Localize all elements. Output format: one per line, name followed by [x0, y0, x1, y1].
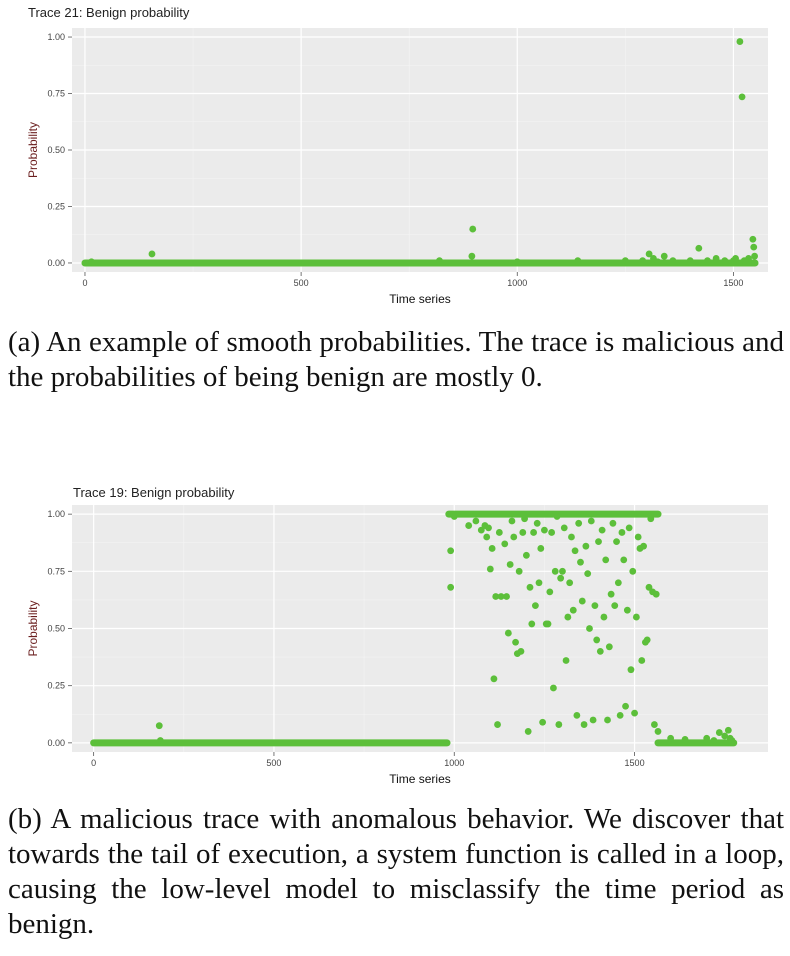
data-point — [516, 568, 523, 575]
data-point — [530, 529, 537, 536]
y-tick-label: 0.00 — [47, 737, 65, 748]
data-point — [528, 621, 535, 628]
data-point — [552, 568, 559, 575]
data-point — [472, 518, 479, 525]
data-point — [631, 710, 638, 717]
data-point — [487, 566, 494, 573]
data-point — [711, 737, 718, 744]
data-point — [619, 529, 626, 536]
data-point — [156, 722, 163, 729]
caption-a: (a) An example of smooth probabilities. The trace is malicious and the probabilities of being benign are mostly 0. — [8, 326, 784, 393]
data-point — [667, 735, 674, 742]
data-point — [604, 717, 611, 724]
y-tick-label: 0.75 — [47, 88, 65, 99]
data-point — [447, 584, 454, 591]
x-tick-label: 0 — [91, 758, 97, 768]
data-point — [602, 556, 609, 563]
data-point — [640, 543, 647, 550]
data-point — [485, 524, 492, 531]
data-point — [496, 529, 503, 536]
data-point — [647, 515, 654, 522]
data-point — [512, 639, 519, 646]
x-tick-label: 1000 — [507, 278, 528, 288]
y-tick-label: 1.00 — [47, 32, 65, 43]
data-point — [581, 721, 588, 728]
data-point — [687, 257, 694, 264]
data-point — [579, 598, 586, 605]
chart-b — [0, 472, 790, 792]
data-point — [745, 255, 752, 262]
x-axis-title: Time series — [389, 292, 451, 306]
data-point — [737, 38, 744, 45]
data-point — [661, 253, 668, 260]
data-point — [725, 727, 732, 734]
data-point — [149, 251, 156, 258]
chart-title: Trace 21: Benign probability — [28, 5, 190, 20]
data-point — [638, 657, 645, 664]
data-point — [573, 712, 580, 719]
x-tick-label: 1500 — [723, 278, 744, 288]
x-tick-label: 500 — [266, 758, 282, 768]
data-point — [617, 712, 624, 719]
data-point — [536, 579, 543, 586]
x-tick-label: 500 — [293, 278, 309, 288]
x-tick-label: 1000 — [444, 758, 465, 768]
data-point — [451, 513, 458, 520]
data-point — [651, 721, 658, 728]
data-point — [548, 529, 555, 536]
data-point — [574, 257, 581, 264]
data-point — [555, 721, 562, 728]
data-point — [489, 545, 496, 552]
data-point — [713, 255, 720, 262]
data-point — [564, 614, 571, 621]
data-point — [599, 527, 606, 534]
data-point — [626, 524, 633, 531]
data-point — [615, 579, 622, 586]
data-point — [608, 591, 615, 598]
data-point — [545, 621, 552, 628]
data-point — [561, 524, 568, 531]
x-tick-label: 1500 — [624, 758, 645, 768]
data-point — [749, 236, 756, 243]
y-axis-title: Probability — [26, 600, 40, 657]
data-point — [539, 719, 546, 726]
data-point — [88, 258, 95, 265]
data-point — [628, 666, 635, 673]
data-point — [559, 568, 566, 575]
data-point — [550, 685, 557, 692]
data-point — [582, 543, 589, 550]
data-point — [518, 648, 525, 655]
data-point — [751, 253, 758, 260]
data-point — [519, 529, 526, 536]
data-point — [601, 614, 608, 621]
y-tick-label: 0.00 — [47, 257, 65, 268]
data-point — [593, 637, 600, 644]
data-point — [532, 602, 539, 609]
y-tick-label: 0.25 — [47, 680, 65, 691]
chart-a — [0, 0, 790, 320]
chart-title: Trace 19: Benign probability — [73, 485, 235, 500]
data-point — [639, 257, 646, 264]
data-point — [682, 736, 689, 743]
data-point — [546, 589, 553, 596]
data-point — [507, 561, 514, 568]
data-point — [557, 575, 564, 582]
data-point — [622, 703, 629, 710]
data-point — [554, 513, 561, 520]
data-point — [534, 520, 541, 527]
data-point — [606, 643, 613, 650]
data-point — [655, 728, 662, 735]
y-axis-title: Probability — [26, 121, 40, 179]
data-point — [739, 94, 746, 101]
caption-b: (b) A malicious trace with anomalous behavior. We discover that towards the tail of execution, a system function is called in a loop, causing the low-level model to misclassify the time period as benign. — [8, 803, 784, 940]
data-point — [503, 593, 510, 600]
data-point — [644, 637, 651, 644]
data-point — [584, 570, 591, 577]
data-point — [568, 534, 575, 541]
data-point — [695, 245, 702, 252]
y-tick-label: 0.25 — [47, 201, 65, 212]
data-point — [732, 255, 739, 262]
data-point — [750, 244, 757, 251]
data-point — [566, 579, 573, 586]
data-point — [563, 657, 570, 664]
data-point — [633, 614, 640, 621]
data-point — [610, 520, 617, 527]
data-point — [537, 545, 544, 552]
data-point — [590, 717, 597, 724]
data-point — [586, 625, 593, 632]
data-point — [523, 552, 530, 559]
y-tick-label: 0.50 — [47, 623, 65, 634]
data-point — [635, 534, 642, 541]
data-point — [592, 602, 599, 609]
data-point — [494, 721, 501, 728]
data-point — [620, 556, 627, 563]
data-point — [669, 257, 676, 264]
data-point — [575, 520, 582, 527]
data-point — [447, 547, 454, 554]
data-point — [703, 735, 710, 742]
y-tick-label: 0.50 — [47, 145, 65, 155]
data-point — [729, 737, 736, 744]
data-point — [721, 257, 728, 264]
data-point — [654, 258, 661, 265]
data-point — [588, 518, 595, 525]
data-point — [525, 728, 532, 735]
data-point — [527, 584, 534, 591]
figure-b — [0, 472, 790, 956]
data-point — [572, 547, 579, 554]
data-point — [704, 257, 711, 264]
y-tick-label: 1.00 — [47, 509, 65, 520]
x-tick-label: 0 — [82, 278, 88, 288]
data-point — [469, 226, 476, 233]
data-point — [468, 253, 475, 260]
data-point — [653, 591, 660, 598]
data-point — [570, 607, 577, 614]
data-point — [521, 515, 528, 522]
data-point — [465, 522, 472, 529]
data-point — [514, 258, 521, 265]
data-point — [505, 630, 512, 637]
y-tick-label: 0.75 — [47, 566, 65, 577]
data-point — [597, 648, 604, 655]
data-point — [436, 257, 443, 264]
x-axis-title: Time series — [389, 772, 451, 786]
data-point — [595, 538, 602, 545]
data-point — [510, 534, 517, 541]
data-point — [483, 534, 490, 541]
data-point — [541, 527, 548, 534]
data-point — [501, 540, 508, 547]
data-point — [157, 737, 164, 744]
data-point — [509, 518, 516, 525]
data-point — [491, 675, 498, 682]
data-point — [577, 559, 584, 566]
data-point — [624, 607, 631, 614]
data-point — [611, 602, 618, 609]
data-point — [622, 257, 629, 264]
data-point — [613, 538, 620, 545]
figure-a — [0, 0, 790, 440]
data-point — [629, 568, 636, 575]
